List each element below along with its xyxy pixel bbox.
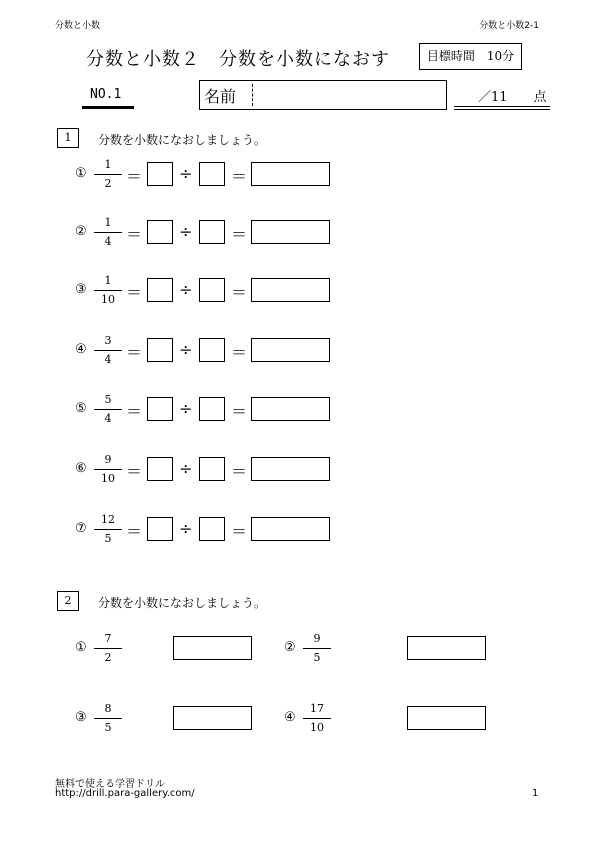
fraction-bar <box>303 648 331 649</box>
divisor-box[interactable] <box>199 457 225 481</box>
name-field[interactable] <box>199 80 447 110</box>
denominator: 5 <box>104 532 112 545</box>
page-number: 1 <box>532 788 539 799</box>
denominator: 10 <box>101 472 115 485</box>
problem-number: ② <box>75 224 87 239</box>
equals-sign: ＝ <box>126 225 143 244</box>
section2-instruction: 分数を小数になおしましょう。 <box>98 596 267 610</box>
fraction <box>94 701 122 736</box>
divide-sign: ÷ <box>179 399 193 418</box>
divisor-box[interactable] <box>199 162 225 186</box>
header-right: 分数と小数2-1 <box>479 21 539 31</box>
answer-box[interactable] <box>251 162 330 186</box>
divide-sign: ÷ <box>179 164 193 183</box>
denominator: 5 <box>104 721 112 734</box>
dividend-box[interactable] <box>147 517 173 541</box>
numerator: 1 <box>104 216 112 229</box>
divisor-box[interactable] <box>199 278 225 302</box>
problem-number: ⑤ <box>75 401 87 416</box>
equals-sign: ＝ <box>231 522 248 541</box>
answer-box[interactable] <box>251 517 330 541</box>
numerator: 3 <box>104 334 112 347</box>
dividend-box[interactable] <box>147 220 173 244</box>
fraction <box>303 701 331 736</box>
fraction-bar <box>94 174 122 175</box>
fraction-bar <box>303 718 331 719</box>
denominator: 2 <box>104 651 112 664</box>
equals-sign: ＝ <box>231 283 248 302</box>
problem-number: ② <box>284 640 296 655</box>
page-title: 分数と小数２ 分数を小数になおす <box>86 49 390 70</box>
denominator: 4 <box>104 235 112 248</box>
fraction <box>303 631 331 666</box>
problem-number: ③ <box>75 710 87 725</box>
fraction-bar <box>94 469 122 470</box>
worksheet-number-underline <box>82 106 134 109</box>
answer-box[interactable] <box>251 278 330 302</box>
divide-sign: ÷ <box>179 459 193 478</box>
numerator: 7 <box>104 632 112 645</box>
answer-box[interactable] <box>251 457 330 481</box>
denominator: 5 <box>313 651 321 664</box>
problem-number: ⑦ <box>75 521 87 536</box>
problem-number: ④ <box>284 710 296 725</box>
numerator: 9 <box>313 632 321 645</box>
divide-sign: ÷ <box>179 222 193 241</box>
equals-sign: ＝ <box>126 343 143 362</box>
fraction <box>94 157 122 192</box>
answer-box[interactable] <box>251 220 330 244</box>
answer-box[interactable] <box>251 338 330 362</box>
numerator: 1 <box>104 274 112 287</box>
equals-sign: ＝ <box>126 167 143 186</box>
equals-sign: ＝ <box>231 402 248 421</box>
equals-sign: ＝ <box>231 343 248 362</box>
footer-site-name: 無料で使える学習ドリル <box>55 779 165 790</box>
dividend-box[interactable] <box>147 278 173 302</box>
numerator: 5 <box>104 393 112 406</box>
problem-number: ① <box>75 640 87 655</box>
fraction-bar <box>94 409 122 410</box>
fraction <box>94 452 122 487</box>
name-divider <box>252 84 253 106</box>
footer-url[interactable]: http://drill.para-gallery.com/ <box>55 788 195 799</box>
equals-sign: ＝ <box>231 167 248 186</box>
section2-number: 2 <box>57 591 79 611</box>
numerator: 8 <box>104 702 112 715</box>
score-underline <box>454 106 550 107</box>
problem-number: ① <box>75 166 87 181</box>
problem-number: ③ <box>75 282 87 297</box>
equals-sign: ＝ <box>126 402 143 421</box>
answer-box[interactable] <box>173 706 252 730</box>
denominator: 4 <box>104 412 112 425</box>
numerator: 17 <box>310 702 324 715</box>
fraction <box>94 392 122 427</box>
dividend-box[interactable] <box>147 397 173 421</box>
fraction <box>94 215 122 250</box>
name-label: 名前 <box>204 87 237 106</box>
divisor-box[interactable] <box>199 338 225 362</box>
answer-box[interactable] <box>407 706 486 730</box>
fraction-bar <box>94 529 122 530</box>
answer-box[interactable] <box>251 397 330 421</box>
denominator: 4 <box>104 353 112 366</box>
fraction <box>94 333 122 368</box>
score-field: ／11 点 <box>478 90 547 105</box>
problem-number: ④ <box>75 342 87 357</box>
denominator: 10 <box>310 721 324 734</box>
divisor-box[interactable] <box>199 220 225 244</box>
fraction-bar <box>94 232 122 233</box>
divisor-box[interactable] <box>199 397 225 421</box>
dividend-box[interactable] <box>147 338 173 362</box>
fraction-bar <box>94 290 122 291</box>
dividend-box[interactable] <box>147 162 173 186</box>
answer-box[interactable] <box>173 636 252 660</box>
score-underline-double <box>454 109 550 110</box>
fraction <box>94 512 122 547</box>
fraction <box>94 631 122 666</box>
problem-number: ⑥ <box>75 461 87 476</box>
divide-sign: ÷ <box>179 340 193 359</box>
fraction <box>94 273 122 308</box>
equals-sign: ＝ <box>126 283 143 302</box>
denominator: 10 <box>101 293 115 306</box>
equals-sign: ＝ <box>126 522 143 541</box>
divide-sign: ÷ <box>179 280 193 299</box>
section1-number: 1 <box>57 128 79 148</box>
numerator: 1 <box>104 158 112 171</box>
numerator: 9 <box>104 453 112 466</box>
section1-instruction: 分数を小数になおしましょう。 <box>98 133 267 147</box>
equals-sign: ＝ <box>126 462 143 481</box>
equals-sign: ＝ <box>231 462 248 481</box>
fraction-bar <box>94 718 122 719</box>
equals-sign: ＝ <box>231 225 248 244</box>
fraction-bar <box>94 648 122 649</box>
fraction-bar <box>94 350 122 351</box>
target-time-box: 目標時間 10分 <box>419 43 522 70</box>
worksheet-number: NO.1 <box>90 87 122 102</box>
dividend-box[interactable] <box>147 457 173 481</box>
answer-box[interactable] <box>407 636 486 660</box>
divisor-box[interactable] <box>199 517 225 541</box>
numerator: 12 <box>101 513 115 526</box>
divide-sign: ÷ <box>179 519 193 538</box>
header-left: 分数と小数 <box>55 21 101 31</box>
denominator: 2 <box>104 177 112 190</box>
